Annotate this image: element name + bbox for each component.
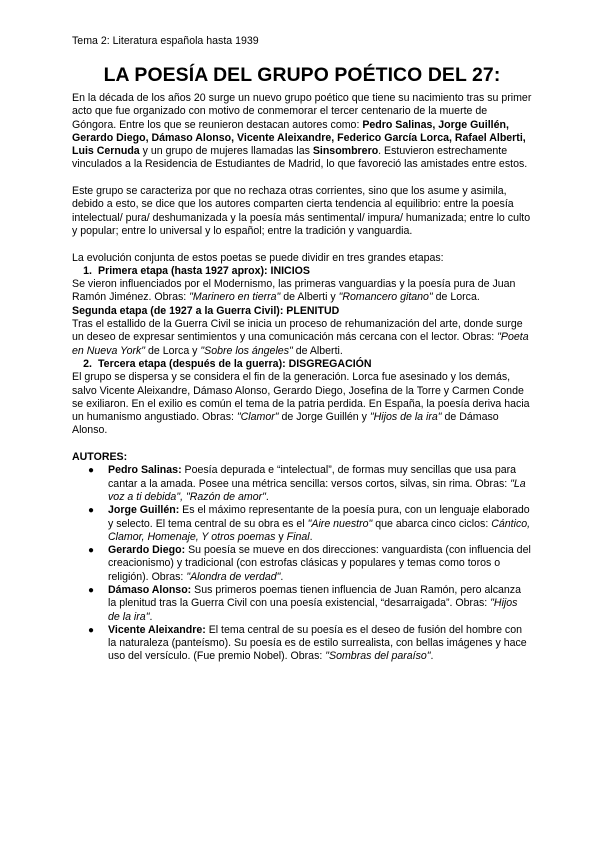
authors-heading: AUTORES: <box>72 451 128 464</box>
bullet-icon: ● <box>88 584 95 596</box>
list-item: ● Gerardo Diego: Su poesía se mueve en dos direcciones: vanguardista (con influencia del creacionismo) y tradicional (con estrofas clásicas y populares y temas como toros o religión). Obras: "Alondra de verdad". <box>88 544 531 583</box>
intro-paragraph: En la década de los años 20 surge un nuevo grupo poético que tiene su nacimiento tras su primer acto que fue organizado con motivo de conmemorar el tercer centenario de la muerte de Góngora. Entre los que se reunieron destacan autores como: Pedro Salinas, Jorge Guillén, Gerardo Diego, Dámaso Alonso, Vicente Aleixandre, Federico García Lorca, Rafael Alberti, Luis Cernuda y un grupo de mujeres llamadas las Sinsombrero. Estuvieron estrechamente vinculados a la Residencia de Estudiantes de Madrid, lo que favoreció las amistades entre estos. <box>72 92 532 171</box>
characteristics-paragraph: Este grupo se caracteriza por que no rechaza otras corrientes, sino que los asume y asimila, debido a esto, se dice que los autores comparten cierta tendencia al equilibrio: entre la poesía intelectual/ pura/ deshumanizada y la poesía más sentimental/ impura/ humanizada; entre lo culto y popular; entre lo universal y lo español; entre la tradición y vanguardia. <box>72 185 531 237</box>
document-header: Tema 2: Literatura española hasta 1939 <box>72 35 259 47</box>
stage-2-text: Tras el estallido de la Guerra Civil se inicia un proceso de rehumanización del arte, donde surge un deseo de expresar sentimientos y una comunicación más cercana con el lector. Obras: "Poeta en Nueva York" de Lorca y "Sobre los ángeles" de Alberti. <box>72 318 529 357</box>
stage-3-text: El grupo se dispersa y se considera el fin de la generación. Lorca fue asesinado y los demás, salvo Vicente Aleixandre, Dámaso Alonso, Gerardo Diego, Josefina de la Torre y Carmen Conde se exiliaron. En el exilio es común el tema de la patria perdida. En España, la poesía deriva hacia un humanismo angustiado. Obras: "Clamor" de Jorge Guillén y "Hijos de la ira" de Dámaso Alonso. <box>72 371 530 437</box>
bullet-icon: ● <box>88 545 95 557</box>
list-item: ● Pedro Salinas: Poesía depurada e “intelectual”, de formas muy sencillas que usa para cantar a la amada. Posee una métrica sencilla: versos cortos, silvas, sin rima. Obras: "La voz a ti debida", "Razón de amor". <box>88 464 526 503</box>
stage-2-title: Segunda etapa (de 1927 a la Guerra Civil): PLENITUD <box>72 304 340 317</box>
stage-2 <box>72 305 532 358</box>
stage-3 <box>72 358 532 438</box>
stage-3-number: 2. <box>83 357 92 370</box>
list-item: ● Vicente Aleixandre: El tema central de su poesía es el deseo de fusión del hombre con la naturaleza (panteísmo). Su poesía es de estilo surrealista, con bellas imágenes y hace uso del versículo. (Fue premio Nobel). Obras: "Sombras del paraíso". <box>88 623 527 663</box>
sinsombrero-label: Sinsombrero <box>312 145 379 158</box>
intro-authors: Pedro Salinas, Jorge Guillén, Gerardo Diego, Dámaso Alonso, Vicente Aleixandre, Federico García Lorca, Rafael Alberti, Luis Cernuda <box>72 118 526 158</box>
authors-list <box>72 464 532 663</box>
bullet-icon: ● <box>88 465 95 477</box>
page-title: LA POESÍA DEL GRUPO POÉTICO DEL 27: <box>103 64 501 86</box>
evolution-intro: La evolución conjunta de estos poetas se puede dividir en tres grandes etapas: <box>72 251 444 264</box>
stage-1-number: 1. <box>83 264 92 277</box>
document-page <box>72 34 532 664</box>
stage-1-text: Se vieron influenciados por el Modernismo, las primeras vanguardias y la poesía pura de Juan Ramón Jiménez. Obras: "Marinero en tierra" de Alberti y "Romancero gitano" de Lorca. <box>72 278 516 304</box>
list-item: ● Dámaso Alonso: Sus primeros poemas tienen influencia de Juan Ramón, pero alcanza la plenitud tras la Guerra Civil con una poesía existencial, “desarraigada”. Obras: "Hijos de la ira". <box>88 583 521 623</box>
stage-1-title: Primera etapa (hasta 1927 aprox): INICIOS <box>98 264 310 277</box>
list-item: ● Jorge Guillén: Es el máximo representante de la poesía pura, con un lenguaje elaborado y selecto. El tema central de su obra es el "Aire nuestro" que abarca cinco ciclos: Cántico, Clamor, Homenaje, Y otros poemas y Final. <box>88 504 531 543</box>
stage-3-title: Tercera etapa (después de la guerra): DISGREGACIÓN <box>98 357 372 370</box>
stage-1 <box>72 265 532 305</box>
bullet-icon: ● <box>88 505 95 517</box>
bullet-icon: ● <box>88 624 95 636</box>
